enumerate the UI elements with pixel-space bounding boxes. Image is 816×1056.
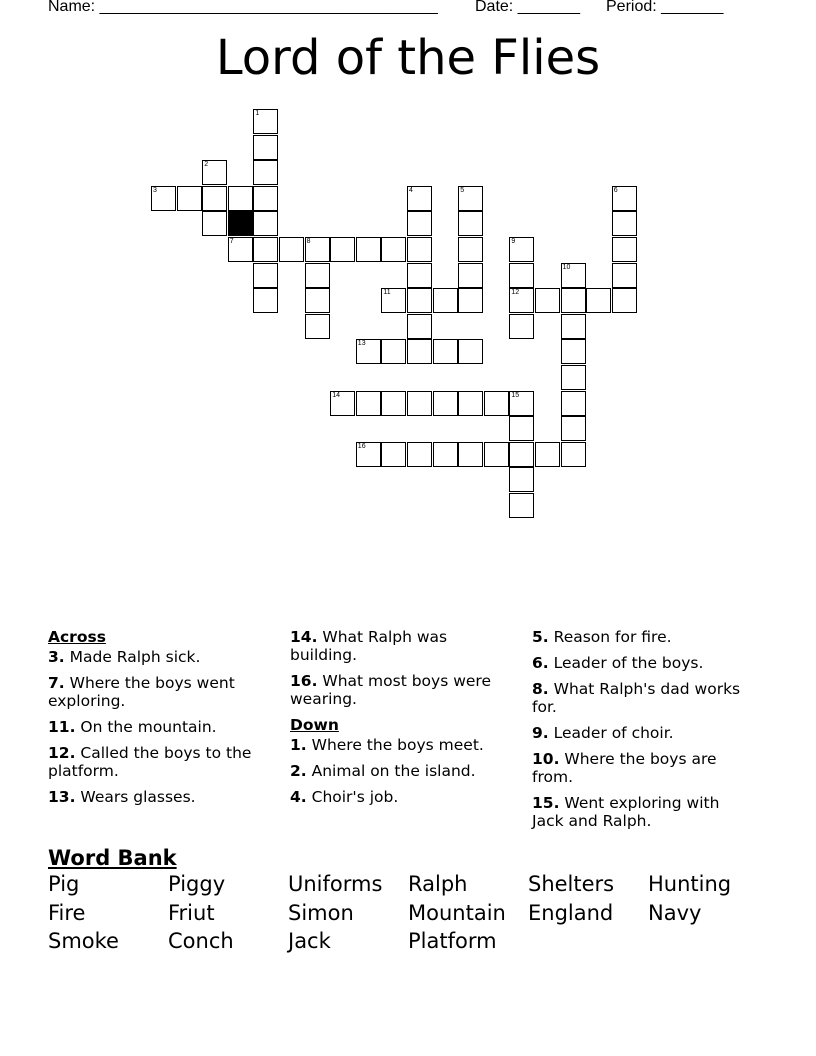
clue-down-5: 5. Reason for fire. xyxy=(532,628,672,646)
crossword-cell[interactable] xyxy=(535,442,560,467)
crossword-cell[interactable] xyxy=(407,288,432,313)
word-bank-item: Ralph xyxy=(408,872,468,896)
crossword-cell[interactable] xyxy=(612,186,637,211)
crossword-cell[interactable] xyxy=(509,263,534,288)
clue-down-1: 1. Where the boys meet. xyxy=(290,736,484,754)
crossword-cell[interactable] xyxy=(458,288,483,313)
word-bank-item: England xyxy=(528,901,614,925)
crossword-cell[interactable] xyxy=(509,237,534,262)
crossword-cell[interactable] xyxy=(458,237,483,262)
crossword-cell[interactable] xyxy=(202,160,227,185)
crossword-cell[interactable] xyxy=(458,391,483,416)
crossword-cell[interactable] xyxy=(561,314,586,339)
crossword-cell[interactable] xyxy=(407,211,432,236)
crossword-cell[interactable] xyxy=(561,365,586,390)
clue-across-16: 16. What most boys were wearing. xyxy=(290,672,491,708)
word-bank-item: Platform xyxy=(408,929,497,953)
clue-across-14: 14. What Ralph was building. xyxy=(290,628,448,664)
word-bank-item: Smoke xyxy=(48,929,119,953)
crossword-cell[interactable] xyxy=(381,442,406,467)
crossword-cell[interactable] xyxy=(305,237,330,262)
crossword-cell[interactable] xyxy=(253,186,278,211)
word-bank-item: Navy xyxy=(648,901,702,925)
clue-across-11: 11. On the mountain. xyxy=(48,718,217,736)
clue-down-2: 2. Animal on the island. xyxy=(290,762,476,780)
crossword-cell[interactable] xyxy=(253,160,278,185)
cell-number: 3 xyxy=(153,186,157,194)
crossword-cell[interactable] xyxy=(407,314,432,339)
page-title: Lord of the Flies xyxy=(215,30,601,86)
crossword-cell[interactable] xyxy=(151,186,176,211)
crossword-cell[interactable] xyxy=(356,237,381,262)
clues-column-2 xyxy=(290,628,515,814)
cell-number: 5 xyxy=(460,186,465,194)
crossword-cell[interactable] xyxy=(253,263,278,288)
word-bank-item: Mountain xyxy=(408,901,506,925)
crossword-block xyxy=(228,211,253,236)
crossword-cell[interactable] xyxy=(381,391,406,416)
cell-number: 8 xyxy=(306,238,311,245)
crossword-cell[interactable] xyxy=(561,339,586,364)
crossword-cell[interactable] xyxy=(509,288,534,313)
crossword-cell[interactable] xyxy=(458,263,483,288)
period-field-label[interactable]: Period: _______ xyxy=(606,0,724,15)
clue-down-6: 6. Leader of the boys. xyxy=(532,654,704,672)
crossword-cell[interactable] xyxy=(356,339,381,364)
cell-number: 12 xyxy=(511,289,520,297)
clue-down-9: 9. Leader of choir. xyxy=(532,724,674,742)
crossword-cell[interactable] xyxy=(484,442,509,467)
crossword-cell[interactable] xyxy=(458,442,483,467)
crossword-cell[interactable] xyxy=(612,263,637,288)
clue-across-12: 12. Called the boys to the platform. xyxy=(48,744,252,780)
crossword-cell[interactable] xyxy=(433,442,458,467)
crossword-cell[interactable] xyxy=(612,288,637,313)
clue-down-15: 15. Went exploring with Jack and Ralph. xyxy=(532,794,720,830)
clue-down-10: 10. Where the boys are from. xyxy=(532,750,717,786)
crossword-cell[interactable] xyxy=(228,186,253,211)
crossword-cell[interactable] xyxy=(330,391,355,416)
cell-number: 9 xyxy=(511,238,516,245)
crossword-cell[interactable] xyxy=(458,186,483,211)
crossword-cell[interactable] xyxy=(561,263,586,288)
cell-number: 7 xyxy=(229,238,234,245)
cell-number: 16 xyxy=(357,442,366,450)
crossword-cell[interactable] xyxy=(561,442,586,467)
clue-down-4: 4. Choir's job. xyxy=(290,788,399,806)
word-bank-item: Fire xyxy=(48,901,86,925)
crossword-cell[interactable] xyxy=(381,237,406,262)
crossword-cell[interactable] xyxy=(433,391,458,416)
crossword-cell[interactable] xyxy=(253,237,278,262)
crossword-cell[interactable] xyxy=(356,442,381,467)
crossword-cell[interactable] xyxy=(177,186,202,211)
word-bank-item: Pig xyxy=(48,872,80,896)
crossword-cell[interactable] xyxy=(305,263,330,288)
word-bank-item: Conch xyxy=(168,929,234,953)
crossword-cell[interactable] xyxy=(305,288,330,313)
clues-column-1 xyxy=(48,628,278,814)
crossword-cell[interactable] xyxy=(509,493,534,518)
crossword-cell[interactable] xyxy=(458,339,483,364)
date-field-label[interactable]: Date: _______ xyxy=(475,0,580,15)
crossword-cell[interactable] xyxy=(612,237,637,262)
cell-number: 11 xyxy=(383,289,391,297)
crossword-cell[interactable] xyxy=(612,211,637,236)
clue-down-8: 8. What Ralph's dad works for. xyxy=(532,680,741,716)
crossword-cell[interactable] xyxy=(407,186,432,211)
crossword-cell[interactable] xyxy=(407,339,432,364)
crossword-cell[interactable] xyxy=(561,391,586,416)
cell-number: 15 xyxy=(511,391,520,399)
crossword-cell[interactable] xyxy=(253,288,278,313)
clues-column-3 xyxy=(532,628,752,838)
clue-across-3: 3. Made Ralph sick. xyxy=(48,648,201,666)
crossword-cell[interactable] xyxy=(253,109,278,134)
crossword-cell[interactable] xyxy=(561,416,586,441)
word-bank-item: Hunting xyxy=(648,872,732,896)
across-heading: Across xyxy=(48,628,106,646)
crossword-cell[interactable] xyxy=(433,288,458,313)
crossword-cell[interactable] xyxy=(305,314,330,339)
crossword-cell[interactable] xyxy=(458,211,483,236)
cell-number: 14 xyxy=(332,391,340,399)
crossword-cell[interactable] xyxy=(228,237,253,262)
crossword-cell[interactable] xyxy=(202,186,227,211)
crossword-cell[interactable] xyxy=(509,416,534,441)
crossword-cell[interactable] xyxy=(535,288,560,313)
word-bank-item: Simon xyxy=(288,901,354,925)
name-field-label[interactable]: Name: ______________________________________ xyxy=(48,0,438,15)
crossword-cell[interactable] xyxy=(433,339,458,364)
crossword-cell[interactable] xyxy=(381,339,406,364)
word-bank-item: Shelters xyxy=(528,872,615,896)
crossword-cell[interactable] xyxy=(407,442,432,467)
clue-across-13: 13. Wears glasses. xyxy=(48,788,196,806)
cell-number: 6 xyxy=(613,186,618,194)
down-heading: Down xyxy=(290,716,339,734)
word-bank-item: Friut xyxy=(168,901,215,925)
cell-number: 13 xyxy=(357,340,366,348)
crossword-cell[interactable] xyxy=(509,442,534,467)
crossword-cell[interactable] xyxy=(253,211,278,236)
crossword-cell[interactable] xyxy=(484,391,509,416)
crossword-cell[interactable] xyxy=(509,391,534,416)
word-bank-title: Word Bank xyxy=(48,846,177,870)
crossword-cell[interactable] xyxy=(561,288,586,313)
crossword-cell[interactable] xyxy=(253,135,278,160)
word-bank-item: Jack xyxy=(288,929,331,953)
crossword-cell[interactable] xyxy=(407,263,432,288)
word-bank-item: Piggy xyxy=(168,872,226,896)
clue-across-7: 7. Where the boys went exploring. xyxy=(48,674,235,710)
crossword-cell[interactable] xyxy=(356,391,381,416)
crossword-cell[interactable] xyxy=(330,237,355,262)
crossword-cell[interactable] xyxy=(509,314,534,339)
crossword-cell[interactable] xyxy=(586,288,611,313)
crossword-cell[interactable] xyxy=(279,237,304,262)
cell-number: 1 xyxy=(255,110,260,117)
crossword-cell[interactable] xyxy=(407,237,432,262)
cell-number: 2 xyxy=(204,161,209,169)
word-bank-item: Uniforms xyxy=(288,872,383,896)
crossword-cell[interactable] xyxy=(202,211,227,236)
crossword-cell[interactable] xyxy=(381,288,406,313)
crossword-cell[interactable] xyxy=(509,467,534,492)
cell-number: 10 xyxy=(562,263,571,271)
crossword-cell[interactable] xyxy=(407,391,432,416)
cell-number: 4 xyxy=(409,186,413,194)
